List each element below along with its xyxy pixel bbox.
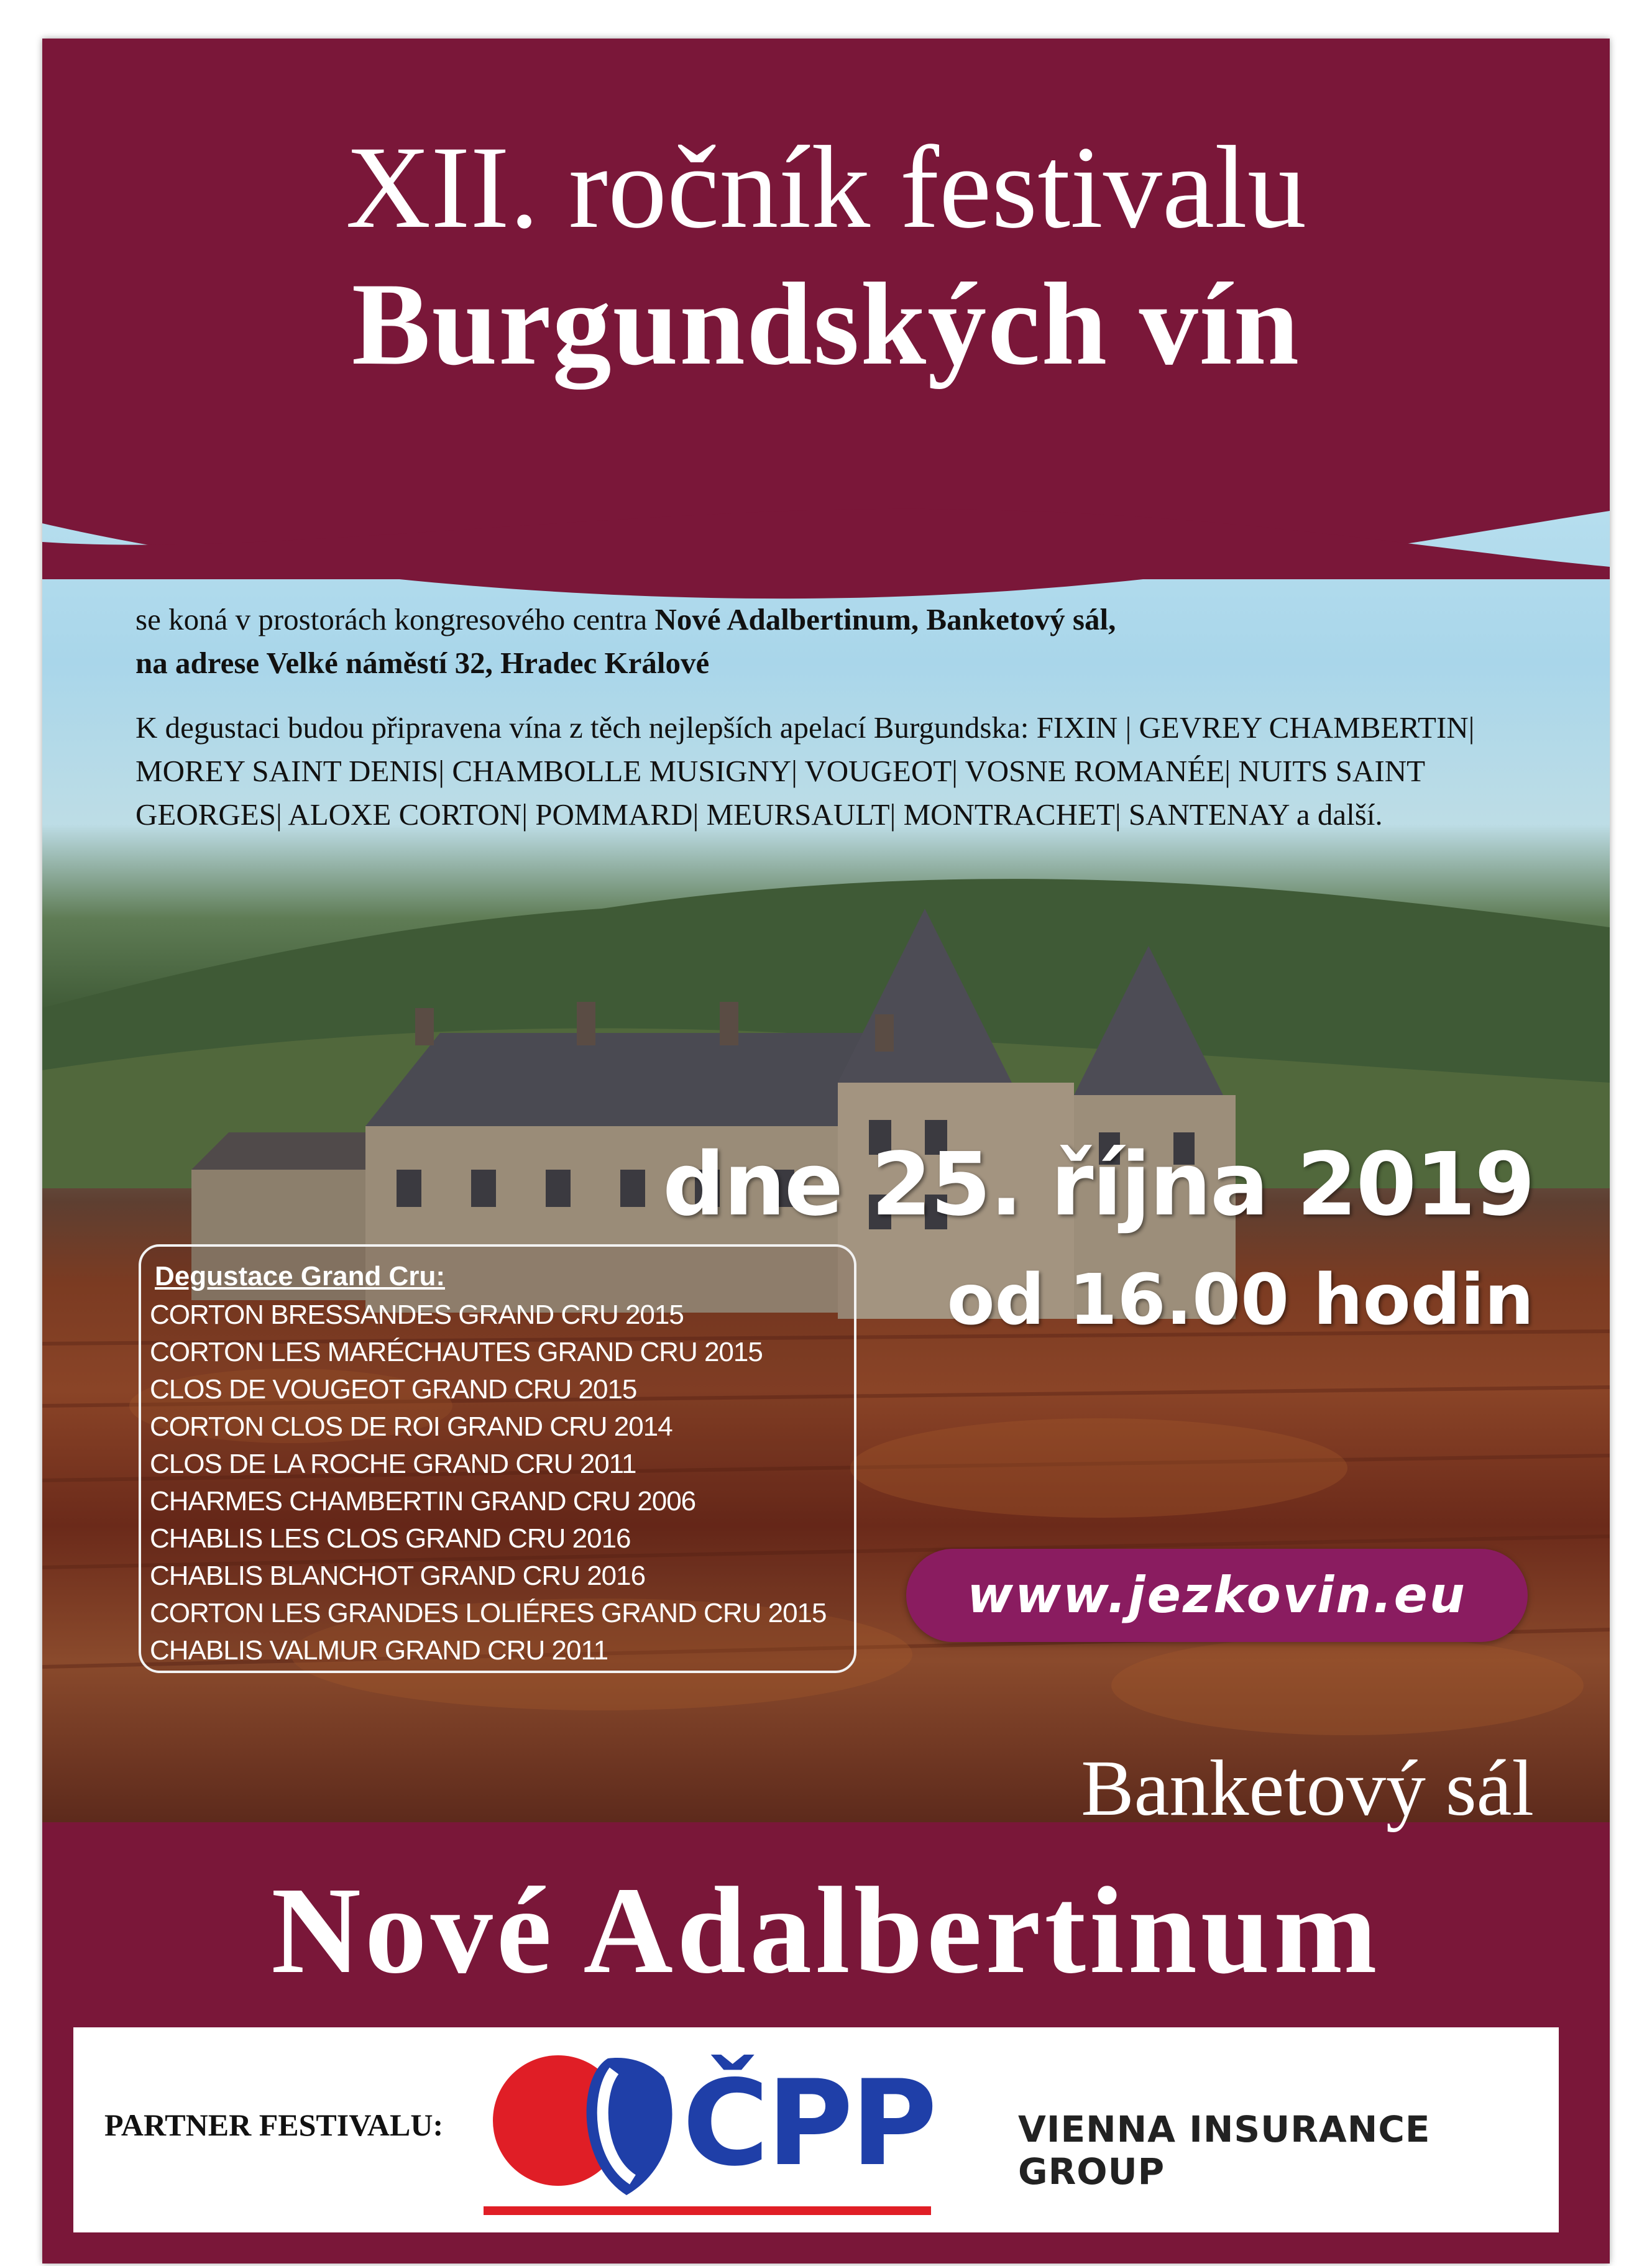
grand-cru-item: CORTON CLOS DE ROI GRAND CRU 2014 [150,1411,672,1442]
grand-cru-item: CHABLIS VALMUR GRAND CRU 2011 [150,1635,608,1666]
partner-strip [73,2027,1559,2232]
title-line-1: XII. ročník festivalu [346,122,1306,253]
cpp-logo-text: ČPP [682,2055,935,2192]
vienna-insurance-group: VIENNA INSURANCE GROUP [1018,2108,1431,2193]
venue-address: na adrese Velké náměstí 32, Hradec Králové [135,646,710,680]
grand-cru-item: CHABLIS BLANCHOT GRAND CRU 2016 [150,1561,646,1591]
grand-cru-item: CORTON LES GRANDES LOLIÉRES GRAND CRU 2015 [150,1598,827,1628]
grand-cru-item: CLOS DE VOUGEOT GRAND CRU 2015 [150,1374,637,1405]
event-time: od 16.00 hodin [947,1260,1534,1341]
partner-label: PARTNER FESTIVALU: [104,2108,444,2142]
festival-title [42,119,1610,393]
website-link[interactable]: www.jezkovin.eu [906,1549,1528,1642]
grand-cru-item: CORTON LES MARÉCHAUTES GRAND CRU 2015 [150,1337,763,1367]
bottom-wave [42,474,1610,579]
venue-lead: se koná v prostorách kongresového centra [135,602,655,636]
grand-cru-heading: Degustace Grand Cru: [155,1261,445,1291]
grand-cru-list [150,1296,854,1669]
venue-paragraph [135,598,1540,685]
intro-text [135,598,1540,858]
event-date: dne 25. října 2019 [663,1134,1534,1236]
grand-cru-item: CHABLIS LES CLOS GRAND CRU 2016 [150,1523,631,1554]
venue-name: Nové Adalbertinum [271,1862,1381,1999]
grand-cru-box [139,1244,856,1673]
grand-cru-item: CORTON BRESSANDES GRAND CRU 2015 [150,1300,684,1330]
title-line-2: Burgundských vín [351,259,1301,390]
venue-bold: Nové Adalbertinum, Banketový sál, [654,602,1116,636]
cpp-underline [484,2206,931,2215]
grand-cru-item: CLOS DE LA ROCHE GRAND CRU 2011 [150,1449,636,1479]
venue-hall: Banketový sál [1081,1744,1534,1832]
cpp-logo-icon [484,2040,689,2208]
grand-cru-item: CHARMES CHAMBERTIN GRAND CRU 2006 [150,1486,696,1516]
wines-paragraph: K degustaci budou připravena vína z těch nejlepších apelací Burgundska: FIXIN | GEVREY CHAMBERTIN| MOREY SAINT DENIS| CHAMBOLLE MUSIGNY| VOUGEOT| VOSNE ROMANÉE| NUITS SAINT GEORGES| ALOXE CORTON| POMMARD| MEURSAULT| MONTRACHET| SANTENAY a další. [135,710,1475,832]
poster [42,39,1610,2264]
